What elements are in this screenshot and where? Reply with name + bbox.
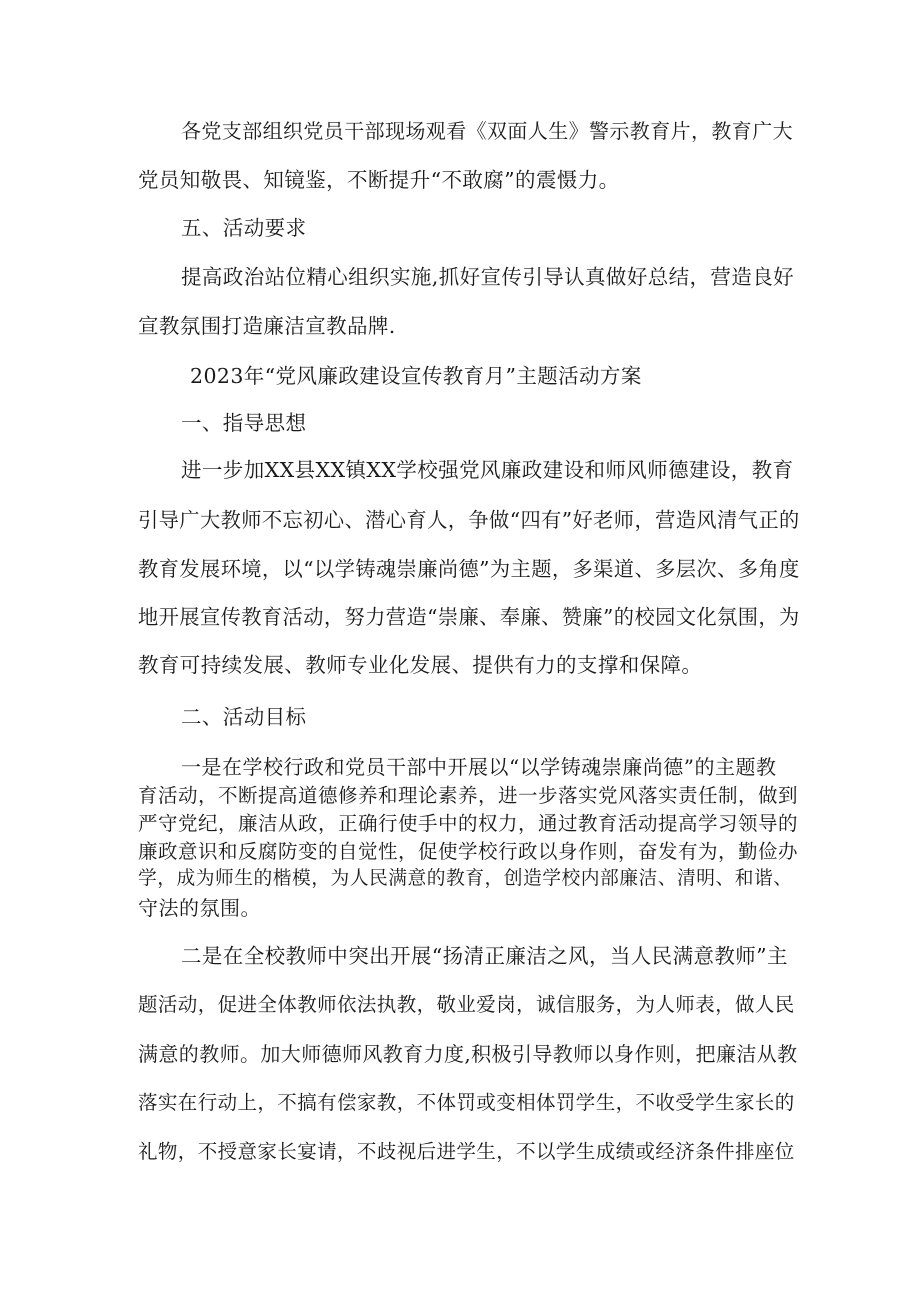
paragraph-line: 各党支部组织党员干部现场观看《双面人生》警示教育片，教育广大	[181, 119, 793, 143]
paragraph-line: 廉政意识和反腐防变的自觉性，促使学校行政以身作则，奋发有为，勤俭办	[138, 840, 799, 863]
paragraph-line: 学，成为师生的楷模，为人民满意的教育，创造学校内部廉洁、清明、和谐、	[138, 868, 793, 889]
paragraph-line: 守法的氛围。	[138, 896, 261, 920]
paragraph-line: 一是在学校行政和党员干部中开展以“以学铸魂崇廉尚德”的主题教	[181, 755, 777, 779]
paragraph-line: 教育发展环境，以“以学铸魂崇廉尚德”为主题，多渠道、多层次、多角度	[138, 557, 800, 581]
paragraph-line: 题活动，促进全体教师依法执教，敬业爱岗，诚信服务，为人师表，做人民	[138, 993, 795, 1016]
paragraph-line: 严守党纪，廉洁从政，正确行使手中的权力，通过教育活动提高学习领导的	[138, 812, 799, 835]
paragraph-line: 提高政治站位精心组织实施,抓好宣传引导认真做好总结，营造良好	[181, 265, 795, 289]
paragraph-line: 落实在行动上，不搞有偿家教，不体罚或变相体罚学生，不收受学生家长的	[138, 1091, 795, 1114]
paragraph-line: 满意的教师。加大师德师风教育力度,积极引导教师以身作则，把廉洁从教	[138, 1042, 798, 1066]
section-heading: 二、活动目标	[181, 705, 307, 729]
section-heading: 五、活动要求	[181, 216, 307, 240]
paragraph-line: 礼物，不授意家长宴请，不歧视后进学生，不以学生成绩或经济条件排座位	[138, 1140, 795, 1163]
paragraph-line: 教育可持续发展、教师专业化发展、提供有力的支撑和保障。	[138, 653, 703, 677]
paragraph-line: 地开展宣传教育活动，努力营造“崇廉、奉廉、赞廉”的校园文化氛围，为	[138, 605, 800, 629]
paragraph-line: 二是在全校教师中突出开展“扬清正廉洁之风，当人民满意教师”主	[181, 944, 788, 968]
section-heading: 一、指导思想	[181, 411, 307, 435]
paragraph-line: 党员知敬畏、知镜鉴，不断提升“不敢腐”的震慑力。	[138, 168, 620, 192]
document-title: 2023年“党风廉政建设宣传教育月”主题活动方案	[190, 364, 642, 388]
paragraph-line: 引导广大教师不忘初心、潜心育人，争做“四有”好老师，营造风清气正的	[138, 508, 800, 532]
paragraph-line: 育活动，不断提高道德修养和理论素养，进一步落实党风落实责任制，做到	[138, 784, 799, 807]
paragraph-line: 进一步加XX县XX镇XX学校强党风廉政建设和师风师德建设，教育	[181, 458, 794, 482]
paragraph-line: 宣教氛围打造廉洁宣教品牌.	[138, 314, 396, 338]
